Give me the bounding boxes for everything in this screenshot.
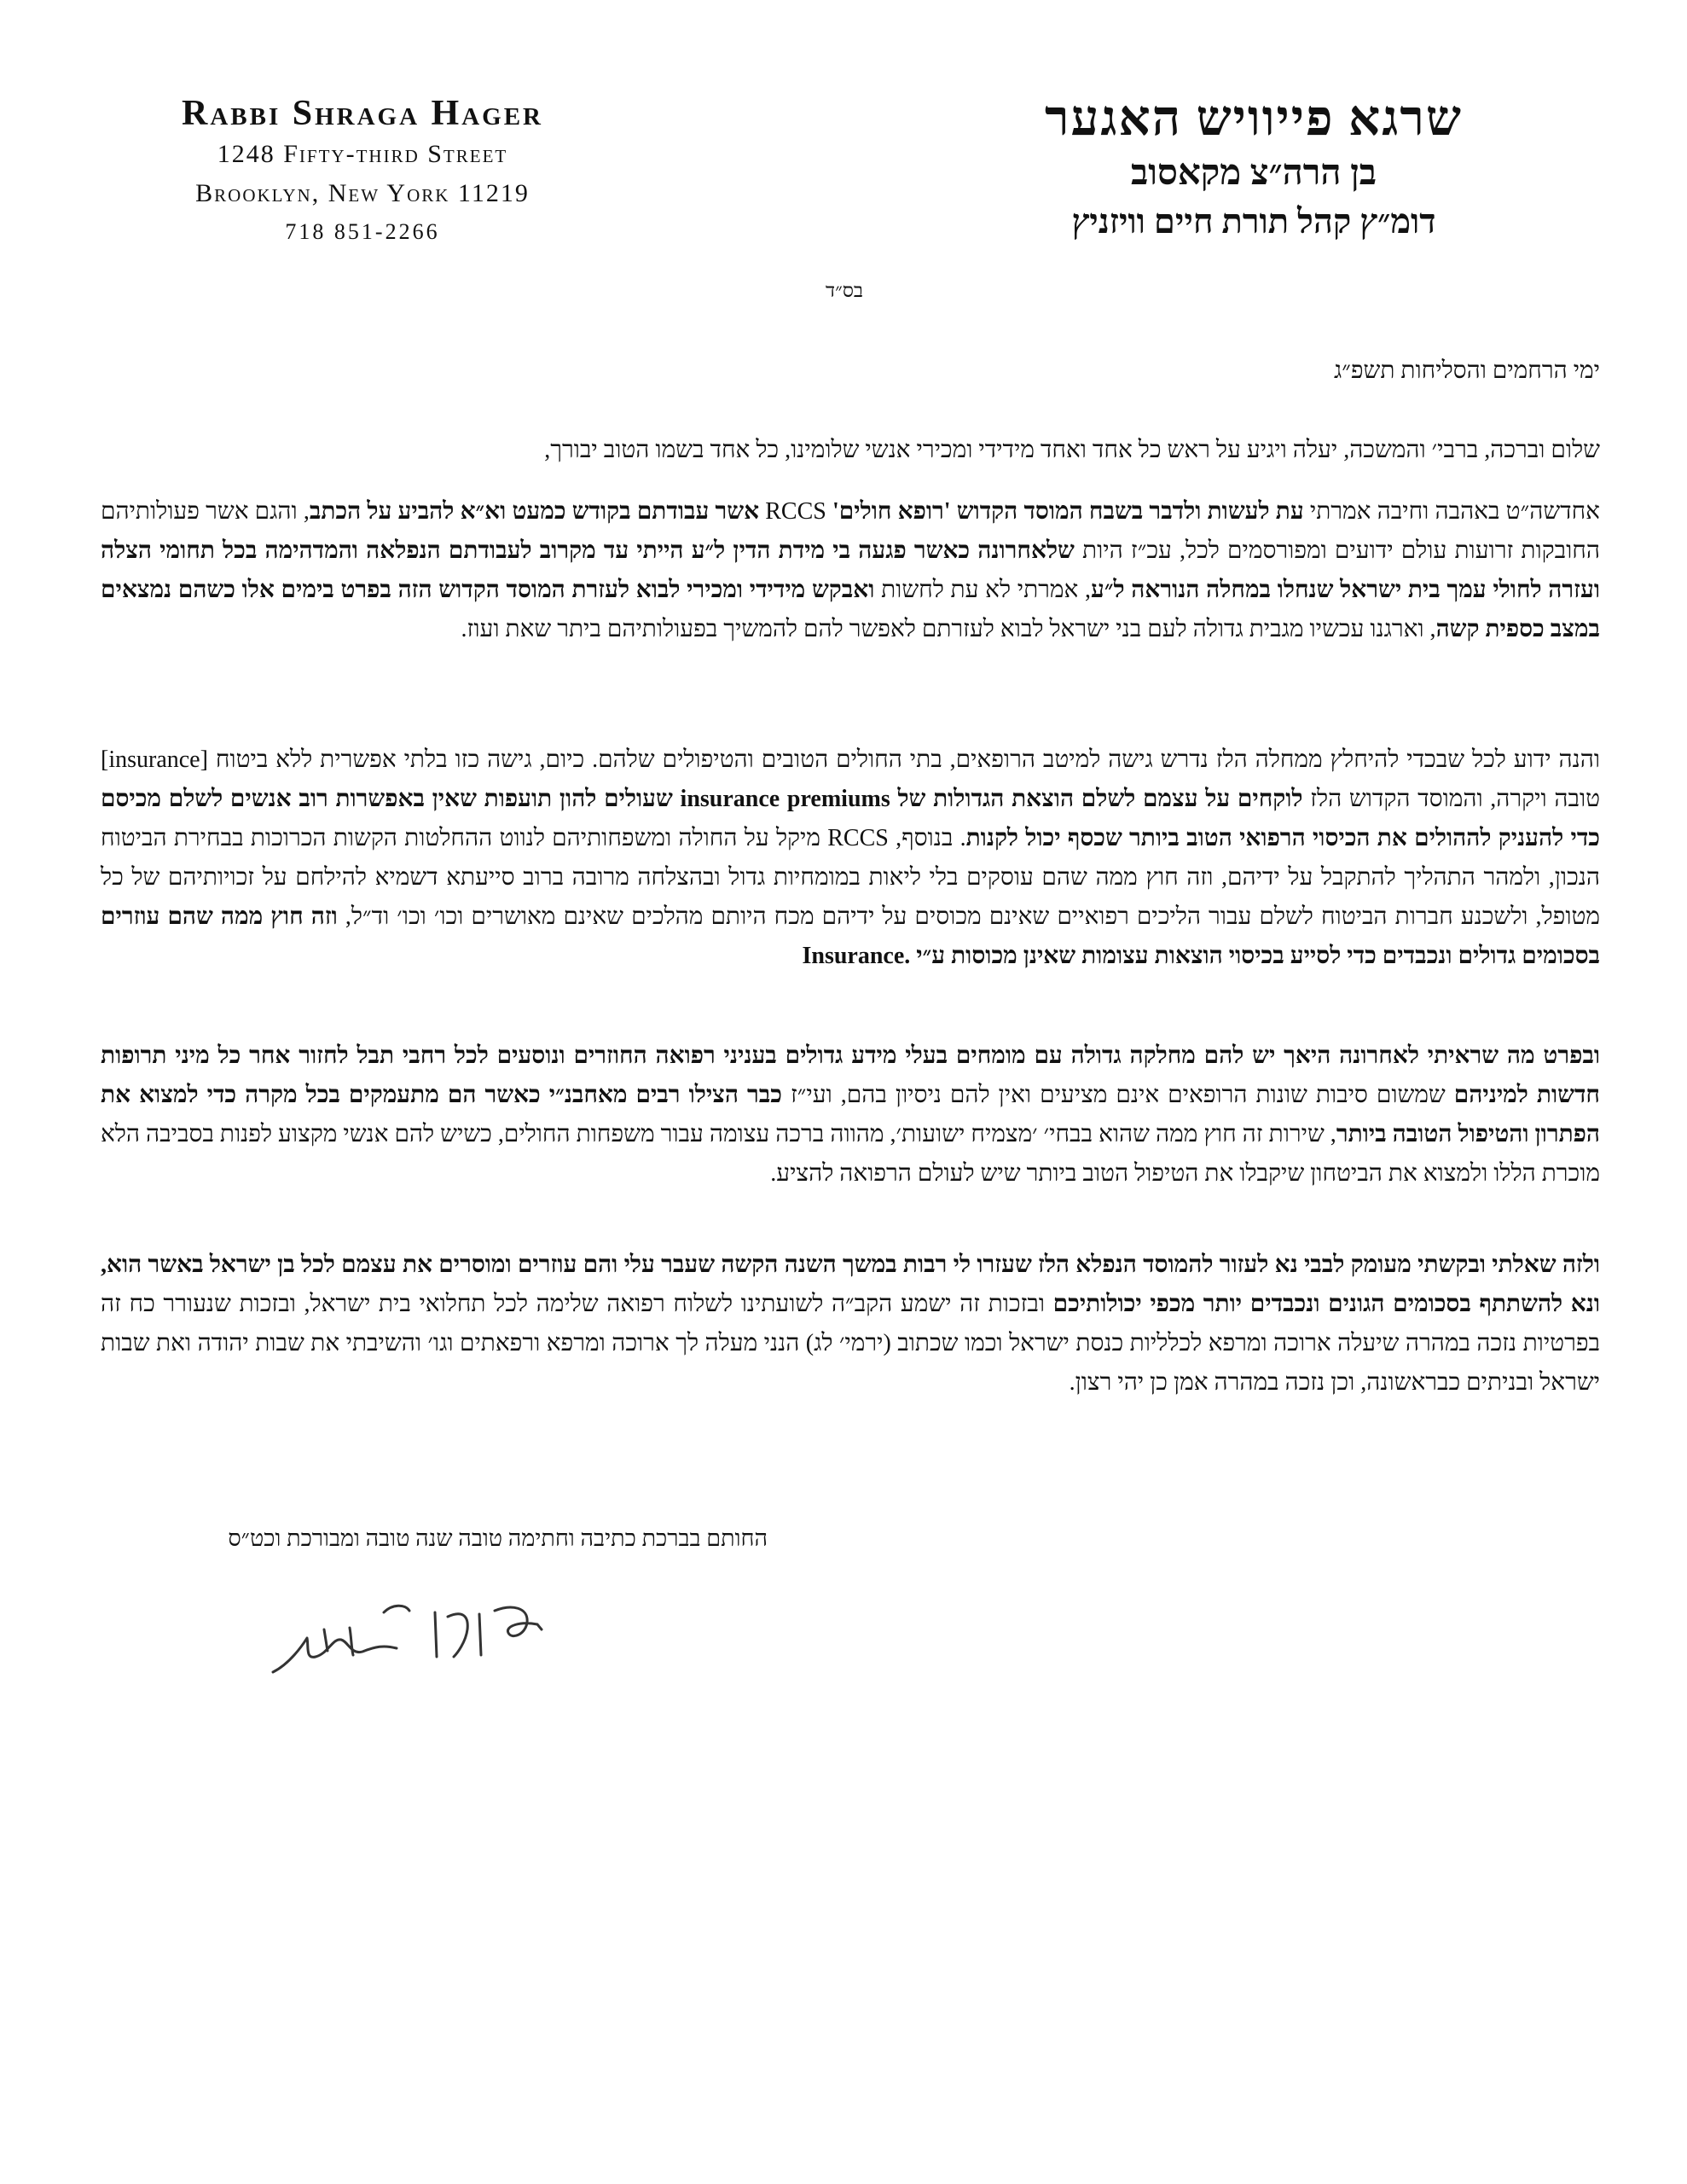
p1-text: , וארגנו עכשיו מגבית גדולה לעם בני ישראל לבוא לעזרתם לאפשר להם להמשיך בפעולותיהם ביתר שאת ועוז. — [461, 616, 1436, 642]
p2-text: לוקחים על עצמם לשלם הוצאת הגדולות של — [897, 786, 1303, 812]
p4-text: ולזה שאלתי ובקשתי מעומק לבבי נא לעזור להמוסד הנפלא הלז שעזרו לי רבות במשך השנה הקשה שעבר עלי והם עוזרים ומוסרים את עצמם לכל בן ישראל באשר הוא, ונא להשתתף בסכומים הגונים ונכבדים יותר מכפי יכולותיכם — [101, 1252, 1601, 1317]
paragraph-2 — [101, 741, 1600, 976]
p2-text: וזה חוץ ממה שהם עוזרים בסכומים גדולים ונכבדים כדי לסייע בכיסוי הוצאות עצומות שאינן מכוסות ע״י — [101, 903, 1600, 969]
closing-line: החותם בברכת כתיבה וחתימה טובה שנה טובה ומבורכת וכט״ס — [228, 1525, 768, 1551]
greeting: שלום וברכה, ברבי׳ והמשכה, יעלה ויגיע על ראש כל אחד ואחד מידידי ומכירי אנשי שלומינו, כל אחד בשמו הטוב יבורך, — [544, 437, 1600, 463]
bsd-heading: בס״ד — [826, 280, 863, 301]
paragraph-3 — [101, 1037, 1600, 1194]
p1-text: RCCS — [759, 498, 833, 525]
letter-date: ימי הרחמים והסליחות תשפ״ג — [1333, 357, 1600, 384]
p2-text: . בנוסף, — [888, 825, 966, 851]
phone-number: 718 851-2266 — [285, 219, 440, 244]
letterhead-english — [162, 92, 563, 251]
p3-text: , שירות זה חוץ ממה שהוא בבחי׳ ׳מצמיח ישועות׳, מהווה ברכה עצומה עבור משפחות החולים, כשיש להם אנשי מקצוע לפנות בסביבה הלא מוכרת הללו ולמצוא את הביטחון שיקבלו את הטיפול הטוב ביותר שיש לעולם הרפואה להציע. — [101, 1121, 1600, 1187]
p2-text: Insurance. — [802, 943, 911, 969]
p2-text: והנה ידוע לכל שבכדי להיחלץ ממחלה הלז נדרש גישה למיטב הרופאים, בתי החולים הטובים והטיפולים שלהם. כיום, גישה כזו בלתי אפשרית ללא ביטוח — [207, 746, 1600, 773]
p2-text: RCCS — [827, 825, 889, 851]
letterhead-hebrew — [1015, 89, 1493, 246]
p4-text: ובזכות זה ישמע הקב״ה לשועתינו לשלוח רפואה שלימה לכל תחלואי בית ישראל, ובזכות שנעורר כח זה בפרטיות נזכה במהרה שיעלה ארוכה ומרפא לכלליות כנסת ישראל וכמו שכתוב (ירמי׳ לג) הנני מעלה לך ארוכה ומרפא ורפאתים וגו׳ והשיבתי את שבות יהודה ואת שבות ישראל ובניתים כבראשונה, וכן נזכה במהרה אמן כן יהי רצון. — [101, 1291, 1600, 1396]
p1-text: שלאחרונה כאשר פגעה בי מידת הדין ל״ע הייתי עד מקרוב לעבודתם הנפלאה והמדהימה בכל תחומי הצלה ועזרה לחולי עמך בית ישראל שנחלו במחלה הנוראה ל״ע — [101, 537, 1600, 603]
p1-text: ואבקש מידידי ומכירי לבוא לעזרת המוסד הקדוש הזה בפרט בימים אלו כשהם נמצאים במצב כספית קשה — [101, 577, 1600, 642]
p1-text: , אמרתי לא עת לחשות — [874, 577, 1091, 603]
rabbi-name-english: Rabbi Shraga Hager — [181, 94, 543, 133]
p1-text: אשר עבודתם בקודש כמעט וא״א להביע על הכתב — [309, 498, 760, 525]
lineage-line: בן הרה״צ מקאסוב — [1130, 154, 1377, 193]
p2-text: טובה ויקרה, והמוסד הקדוש הלז — [1302, 786, 1601, 812]
paragraph-1 — [101, 492, 1600, 649]
position-line: דומ״ץ קהל תורת חיים וויזניץ — [1071, 202, 1436, 241]
rabbi-name-hebrew: שרגא פייוויש האגער — [1045, 90, 1463, 146]
p2-text: [insurance] — [101, 746, 208, 773]
p3-text: כבר הצילו רבים מאחבנ״י כאשר הם מתעמקים בכל מקרה כדי למצוא את הפתרון והטיפול הטובה ביותר — [101, 1082, 1600, 1147]
p3-text: שמשום סיבות שונות הרופאים אינם מציעים ואין להם ניסיון בהם, ועי״ז — [781, 1082, 1454, 1108]
p2-text: מיקל על החולה ומשפחותיהם לנווט ההחלטות הקשות הכרוכות בבחירת הביטוח הנכון, ולמהר התהליך להתקבל על ידיהם, וזה חוץ ממה שהם עוסקים בלי ליאות במומחיות גדול ובהצלחה מרובה ברוב סייעתא דשמיא להילחם על זכויותיהם של כל מטופל, ולשכנע חברות הביטוח לשלם עבור הליכים רפואיים שאינם מכוסים על ידיהם מכח היותם מהלכים שאינם מאושרים וכו׳ וכו׳ וד״ל, — [101, 825, 1600, 930]
p1-text: אחדשה״ט באהבה וחיבה אמרתי — [1303, 498, 1600, 525]
p3-text: ובפרט מה שראיתי לאחרונה היאך יש להם מחלקה גדולה עם מומחים בעלי מידע גדולים בעניני רפואה החוזרים ונוסעים לכל רחבי תבל לחזור אחר כל מיני תרופות חדשות למיניהם — [101, 1043, 1600, 1108]
p1-text: , והגם אשר פעולותיהם החובקות זרועות עולם ידועים ומפורסמים לכל, עכ״ז היות — [101, 498, 1600, 564]
handwritten-signature — [256, 1578, 563, 1689]
street-address: 1248 Fifty-third Street — [217, 140, 508, 168]
p2-text: שעולים להון תועפות שאין באפשרות רוב אנשים לשלם מכיסם כדי להעניק לההולים את הכיסוי הרפואי הטוב ביותר שכסף יכול לקנות — [101, 786, 1600, 851]
p2-text: insurance premiums — [680, 786, 890, 812]
paragraph-4 — [101, 1246, 1600, 1403]
city-address: Brooklyn, New York 11219 — [195, 179, 530, 207]
p1-text: עת לעשות ולדבר בשבח המוסד הקדוש 'רופא חולים' — [832, 498, 1304, 525]
